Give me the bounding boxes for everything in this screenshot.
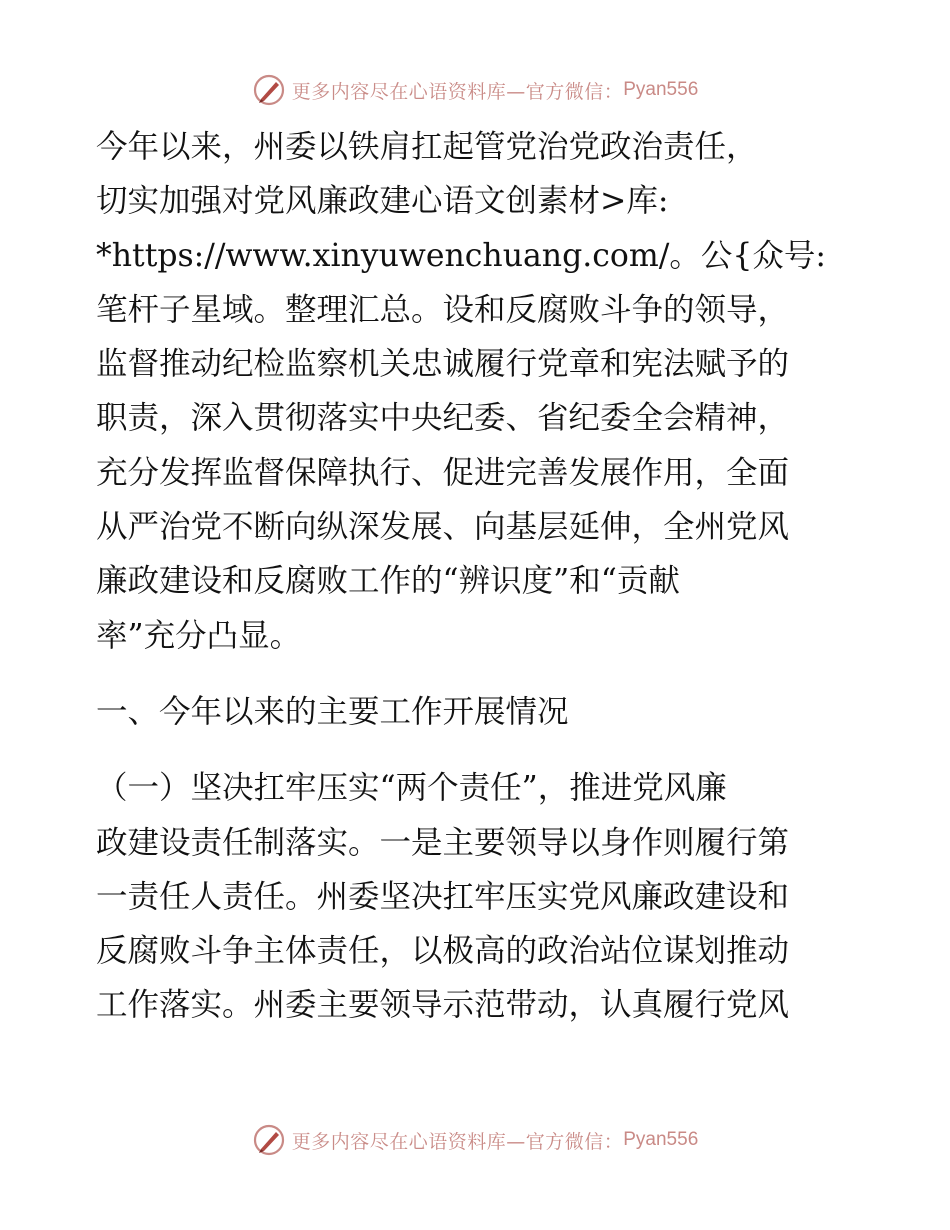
section-heading: 一、今年以来的主要工作开展情况 xyxy=(96,693,569,730)
paragraph-line: 今年以来，州委以铁肩扛起管党治党政治责任， xyxy=(96,129,758,165)
paragraph-line: 廉政建设和反腐败工作的“辨识度”和“贡献 xyxy=(96,563,680,600)
header-watermark xyxy=(0,72,950,108)
watermark-contact: Pyan556 xyxy=(623,79,699,100)
paragraph-line: *https://www.xinyuwenchuang.com/。公{众号: xyxy=(96,237,826,274)
paragraph-line: 一责任人责任。州委坚决扛牢压实党风廉政建设和 xyxy=(96,878,790,915)
paragraph-gap xyxy=(96,739,856,761)
watermark-contact: Pyan556 xyxy=(623,1129,699,1150)
paragraph-line: 从严治党不断向纵深发展、向基层延伸，全州党风 xyxy=(96,509,790,546)
paragraph-line: 监督推动纪检监察机关忠诚履行党章和宪法赋予的 xyxy=(96,346,790,383)
document-body xyxy=(96,120,856,1033)
paragraph-line: 政建设责任制落实。一是主要领导以身作则履行第 xyxy=(96,824,790,861)
paragraph-line: 职责，深入贯彻落实中央纪委、省纪委全会精神， xyxy=(96,400,790,437)
paragraph-line: 切实加强对党风廉政建心语文创素材>库: xyxy=(96,183,669,220)
paragraph-line: 充分发挥监督保障执行、促进完善发展作用，全面 xyxy=(96,454,790,491)
watermark-text: 更多内容尽在心语资料库—官方微信： xyxy=(291,1130,624,1153)
paragraph-line: 笔杆子星域。整理汇总。设和反腐败斗争的领导， xyxy=(96,291,790,328)
footer-watermark xyxy=(0,1122,950,1158)
watermark-text: 更多内容尽在心语资料库—官方微信： xyxy=(291,80,624,103)
pen-logo-icon xyxy=(252,1123,286,1157)
paragraph-line: 反腐败斗争主体责任，以极高的政治站位谋划推动 xyxy=(96,933,790,970)
paragraph-line: 工作落实。州委主要领导示范带动，认真履行党风 xyxy=(96,987,790,1024)
paragraph-line: 率”充分凸显。 xyxy=(96,617,302,654)
paragraph-gap xyxy=(96,663,856,685)
pen-logo-icon xyxy=(252,73,286,107)
paragraph-line: （一）坚决扛牢压实“两个责任”，推进党风廉 xyxy=(96,770,727,807)
